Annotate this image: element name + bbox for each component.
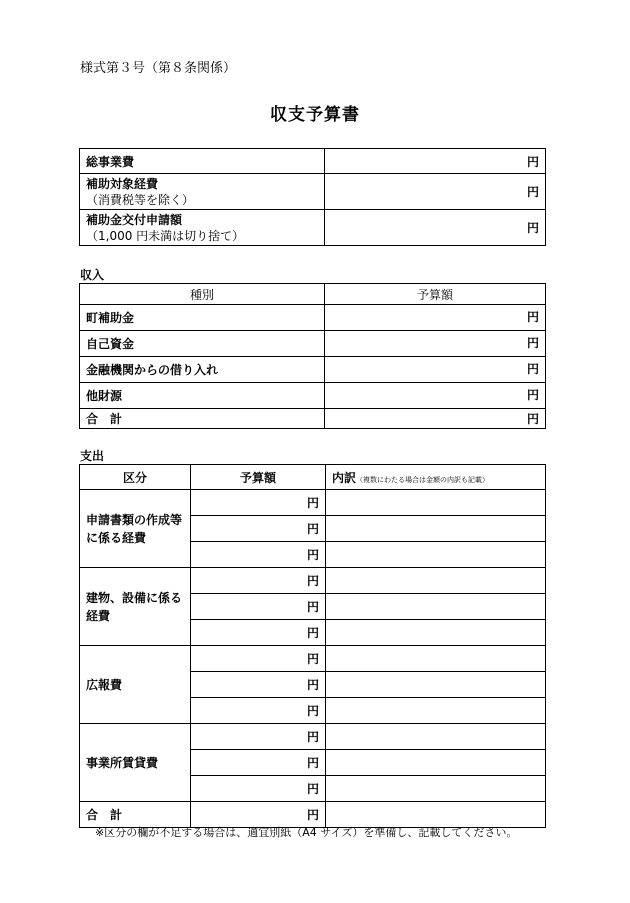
expense-amount-field[interactable]: 円 [191,490,326,516]
table-row [80,305,546,331]
request-amount-field[interactable]: 円 [325,210,546,246]
expense-table [79,464,546,828]
expense-detail-field[interactable] [326,542,546,568]
income-row-label: 町補助金 [80,305,325,331]
income-budget-header: 予算額 [325,284,546,305]
table-header-row [80,465,546,490]
total-project-amount-field[interactable]: 円 [325,149,546,174]
request-amount-label [80,210,325,246]
expense-amount-field[interactable]: 円 [191,698,326,724]
expense-category-header: 区分 [80,465,191,490]
expense-amount-field[interactable]: 円 [191,542,326,568]
table-row [80,149,546,174]
expense-detail-field[interactable] [326,490,546,516]
expense-detail-header [326,465,546,490]
expense-amount-field[interactable]: 円 [191,620,326,646]
document-title: 収支予算書 [270,105,360,125]
expense-detail-note: （複数にわたる場合は金額の内訳も記載） [356,475,490,484]
expense-heading: 支出 [80,449,105,463]
expense-amount-field[interactable]: 円 [191,594,326,620]
expense-budget-header: 予算額 [191,465,326,490]
income-amount-field[interactable]: 円 [325,331,546,357]
expense-amount-field[interactable]: 円 [191,750,326,776]
table-row [80,724,546,750]
footnote: ※区分の欄が不足する場合は、適宜別紙（A4 サイズ）を準備し、記載してください。 [95,826,518,839]
total-project-label: 総事業費 [80,149,325,174]
expense-group-label: 事業所賃貸費 [80,724,191,802]
expense-detail-field[interactable] [326,516,546,542]
expense-amount-field[interactable]: 円 [191,776,326,802]
table-row [80,174,546,210]
expense-detail-field[interactable] [326,646,546,672]
eligible-cost-line1: 補助対象経費 [86,176,159,191]
expense-amount-field[interactable]: 円 [191,516,326,542]
table-row [80,357,546,383]
expense-detail-field[interactable] [326,594,546,620]
income-table [79,283,546,429]
eligible-cost-line2: （消費税等を除く） [86,192,195,207]
income-total-label: 合 計 [80,409,325,429]
income-amount-field[interactable]: 円 [325,383,546,409]
table-row [80,331,546,357]
income-row-label: 金融機関からの借り入れ [80,357,325,383]
expense-detail-field[interactable] [326,672,546,698]
expense-group-label: 申請書類の作成等に係る経費 [80,490,191,568]
table-row [80,490,546,516]
income-row-label: 他財源 [80,383,325,409]
request-amount-line2: （1,000 円未満は切り捨て） [86,228,245,243]
income-row-label: 自己資金 [80,331,325,357]
income-amount-field[interactable]: 円 [325,357,546,383]
eligible-cost-label [80,174,325,210]
expense-total-field[interactable]: 円 [191,802,326,828]
table-row [80,646,546,672]
expense-detail-field[interactable] [326,776,546,802]
income-amount-field[interactable]: 円 [325,305,546,331]
income-total-field[interactable]: 円 [325,409,546,429]
expense-detail-field[interactable] [326,620,546,646]
form-number: 様式第３号（第８条関係） [80,61,237,76]
expense-detail-field[interactable] [326,698,546,724]
income-heading: 収入 [80,268,105,282]
table-row [80,568,546,594]
table-row [80,383,546,409]
expense-group-label: 広報費 [80,646,191,724]
expense-detail-field[interactable] [326,724,546,750]
expense-total-label: 合 計 [80,802,191,828]
expense-amount-field[interactable]: 円 [191,724,326,750]
expense-amount-field[interactable]: 円 [191,646,326,672]
expense-amount-field[interactable]: 円 [191,568,326,594]
expense-detail-field[interactable] [326,568,546,594]
expense-detail-field[interactable] [326,750,546,776]
expense-amount-field[interactable]: 円 [191,672,326,698]
expense-detail-title: 内訳 [332,470,357,485]
table-row [80,210,546,246]
summary-table [79,148,546,246]
expense-group-label: 建物、設備に係る経費 [80,568,191,646]
request-amount-line1: 補助金交付申請額 [86,212,183,227]
table-row [80,409,546,429]
eligible-cost-amount-field[interactable]: 円 [325,174,546,210]
table-header-row [80,284,546,305]
income-type-header: 種別 [80,284,325,305]
